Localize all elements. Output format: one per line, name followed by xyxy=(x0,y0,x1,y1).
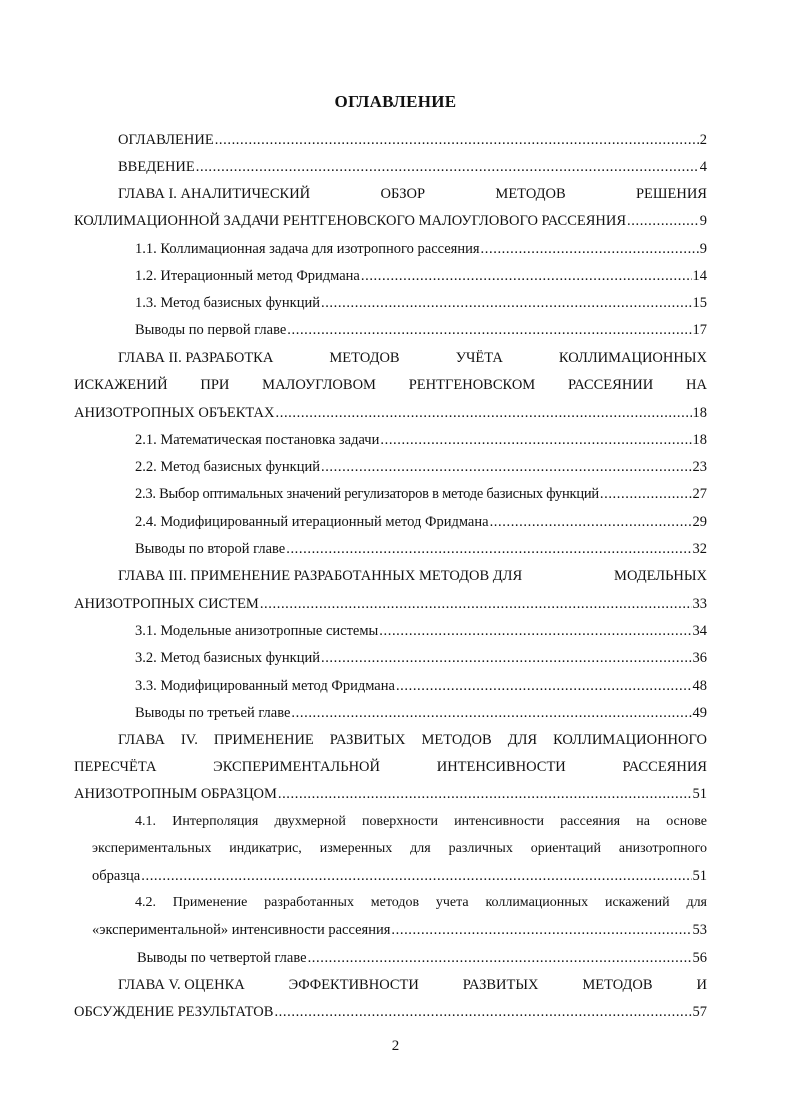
toc-entry-text: 3.2. Метод базисных функций xyxy=(135,650,320,666)
toc-page-number: 15 xyxy=(692,295,707,311)
toc-page-number: 18 xyxy=(692,405,707,421)
toc-section-4-1-line-2[interactable] xyxy=(92,840,707,858)
leader-dots xyxy=(396,677,692,695)
toc-chapter-3-line-1[interactable] xyxy=(118,567,707,585)
toc-page-number: 49 xyxy=(692,705,707,721)
toc-page-number: 51 xyxy=(692,868,707,884)
toc-entry-text: образца xyxy=(92,868,141,884)
toc-section-4-2-line-1[interactable] xyxy=(135,894,707,912)
toc-section-3-3[interactable] xyxy=(135,677,707,695)
toc-entry-text: 3.3. Модифицированный метод Фридмана xyxy=(135,678,395,694)
toc-page-number: 57 xyxy=(692,1004,707,1020)
page-number: 2 xyxy=(391,1038,400,1054)
toc-word: МОДЕЛЬНЫХ xyxy=(614,568,707,584)
toc-word: ГЛАВА II. РАЗРАБОТКА xyxy=(118,350,274,366)
leader-dots xyxy=(379,622,691,640)
toc-entry-text: 2.4. Модифицированный итерационный метод Фридмана xyxy=(135,514,489,530)
toc-conclusions-3[interactable] xyxy=(135,704,707,722)
page-title: ОГЛАВЛЕНИЕ xyxy=(334,92,457,111)
toc-entry-text: 1.3. Метод базисных функций xyxy=(135,295,320,311)
toc-entry-text: 2.3. Выбор оптимальных значений регулизаторов в методе базисных функций xyxy=(135,486,599,502)
toc-word: МАЛОУГЛОВОМ xyxy=(262,377,376,393)
toc-page-number: 32 xyxy=(692,541,707,557)
toc-page-number: 23 xyxy=(692,459,707,475)
leader-dots xyxy=(361,267,692,285)
toc-word: ИНТЕНСИВНОСТИ xyxy=(436,759,566,775)
toc-conclusions-2[interactable] xyxy=(135,540,707,558)
leader-dots xyxy=(490,513,692,531)
toc-section-4-1-line-1[interactable] xyxy=(135,813,707,831)
toc-section-1-2[interactable] xyxy=(135,267,707,285)
toc-entry-text: АНИЗОТРОПНЫХ СИСТЕМ xyxy=(74,596,259,612)
toc-chapter-5-line-2[interactable] xyxy=(74,1003,707,1021)
toc-page-number: 34 xyxy=(692,623,707,639)
leader-dots xyxy=(274,1003,691,1021)
toc-conclusions-1[interactable] xyxy=(135,321,707,339)
toc-entry-text: ОГЛАВЛЕНИЕ xyxy=(118,132,214,148)
toc-word: И xyxy=(696,977,707,993)
leader-dots xyxy=(481,240,699,258)
toc-entry-text: АНИЗОТРОПНЫХ ОБЪЕКТАХ xyxy=(74,405,275,421)
toc-entry-text: 1.2. Итерационный метод Фридмана xyxy=(135,268,360,284)
toc-entry-text: Выводы по третьей главе xyxy=(135,705,291,721)
leader-dots xyxy=(291,704,691,722)
toc-chapter-2-line-2[interactable] xyxy=(74,376,707,394)
toc-entry-contents[interactable] xyxy=(118,131,707,149)
toc-page-number: 56 xyxy=(692,950,707,966)
leader-dots xyxy=(391,921,691,939)
toc-section-1-3[interactable] xyxy=(135,294,707,312)
toc-page-number: 17 xyxy=(692,322,707,338)
toc-chapter-4-line-1[interactable] xyxy=(118,731,707,749)
toc-entry-text: ВВЕДЕНИЕ xyxy=(118,159,195,175)
toc-word: ПРИ xyxy=(200,377,230,393)
toc-word: ГЛАВА V. ОЦЕНКА xyxy=(118,977,245,993)
toc-chapter-5-line-1[interactable] xyxy=(118,976,707,994)
toc-entry-text: «экспериментальной» интенсивности рассеяния xyxy=(92,922,391,938)
leader-dots xyxy=(287,321,691,339)
toc-section-2-2[interactable] xyxy=(135,458,707,476)
toc-page-number: 18 xyxy=(692,432,707,448)
leader-dots xyxy=(600,485,692,503)
toc-entry-text: 4.1. Интерполяция двухмерной поверхности интенсивности рассеяния на основе xyxy=(135,814,707,829)
toc-word: РАССЕЯНИЯ xyxy=(622,759,707,775)
toc-section-4-1-line-3[interactable] xyxy=(92,867,707,885)
toc-page-number: 9 xyxy=(699,213,707,229)
toc-entry-text: КОЛЛИМАЦИОННОЙ ЗАДАЧИ РЕНТГЕНОВСКОГО МАЛОУГЛОВОГО РАССЕЯНИЯ xyxy=(74,213,627,229)
toc-section-4-2-line-2[interactable] xyxy=(92,921,707,939)
toc-word: ГЛАВА I. АНАЛИТИЧЕСКИЙ xyxy=(118,186,311,202)
toc-page-number: 4 xyxy=(699,159,707,175)
toc-chapter-3-line-2[interactable] xyxy=(74,595,707,613)
toc-word: РАССЕЯНИИ xyxy=(567,377,654,393)
toc-entry-text: Выводы по второй главе xyxy=(135,541,286,557)
toc-entry-text: 2.1. Математическая постановка задачи xyxy=(135,432,380,448)
toc-word: НА xyxy=(686,377,707,393)
leader-dots xyxy=(380,431,691,449)
toc-page-number: 51 xyxy=(692,786,707,802)
toc-section-2-1[interactable] xyxy=(135,431,707,449)
toc-chapter-4-line-2[interactable] xyxy=(74,758,707,776)
leader-dots xyxy=(215,131,699,149)
toc-entry-text: ГЛАВА IV. ПРИМЕНЕНИЕ РАЗВИТЫХ МЕТОДОВ ДЛЯ КОЛЛИМАЦИОННОГО xyxy=(118,732,707,748)
toc-page-number: 53 xyxy=(692,922,707,938)
toc-word: УЧЁТА xyxy=(455,350,503,366)
toc-section-3-1[interactable] xyxy=(135,622,707,640)
toc-section-3-2[interactable] xyxy=(135,649,707,667)
leader-dots xyxy=(627,212,699,230)
toc-entry-introduction[interactable] xyxy=(118,158,707,176)
toc-section-2-4[interactable] xyxy=(135,513,707,531)
leader-dots xyxy=(308,949,692,967)
leader-dots xyxy=(321,294,692,312)
toc-entry-text: 3.1. Модельные анизотропные системы xyxy=(135,623,379,639)
toc-word: РАЗВИТЫХ xyxy=(462,977,539,993)
toc-word: МЕТОДОВ xyxy=(582,977,653,993)
toc-word: ЭФФЕКТИВНОСТИ xyxy=(288,977,419,993)
toc-entry-text: АНИЗОТРОПНЫМ ОБРАЗЦОМ xyxy=(74,786,277,802)
leader-dots xyxy=(321,458,692,476)
toc-word: ИСКАЖЕНИЙ xyxy=(74,377,168,393)
leader-dots xyxy=(276,404,692,422)
leader-dots xyxy=(321,649,692,667)
toc-entry-text: 2.2. Метод базисных функций xyxy=(135,459,320,475)
toc-entry-text: 4.2. Применение разработанных методов учета коллимационных искажений для xyxy=(135,895,707,910)
leader-dots xyxy=(260,595,692,613)
toc-chapter-2-line-3[interactable] xyxy=(74,404,707,422)
toc-word: ПЕРЕСЧЁТА xyxy=(74,759,157,775)
toc-word: МЕТОДОВ xyxy=(495,186,566,202)
toc-entry-text: Выводы по первой главе xyxy=(135,322,287,338)
toc-chapter-1-line-1[interactable] xyxy=(118,185,707,203)
toc-page-number: 33 xyxy=(692,596,707,612)
toc-word: ГЛАВА III. ПРИМЕНЕНИЕ РАЗРАБОТАННЫХ МЕТОДОВ ДЛЯ xyxy=(118,568,523,584)
leader-dots xyxy=(286,540,691,558)
toc-section-2-3[interactable] xyxy=(135,485,707,503)
toc-page-number: 2 xyxy=(699,132,707,148)
toc-page-number: 29 xyxy=(692,514,707,530)
toc-word: КОЛЛИМАЦИОННЫХ xyxy=(558,350,707,366)
toc-word: МЕТОДОВ xyxy=(329,350,400,366)
toc-page-number: 48 xyxy=(692,678,707,694)
toc-word: РЕШЕНИЯ xyxy=(635,186,707,202)
toc-chapter-4-line-3[interactable] xyxy=(74,785,707,803)
toc-entry-text: 1.1. Коллимационная задача для изотропного рассеяния xyxy=(135,241,480,257)
toc-page-number: 27 xyxy=(692,486,707,502)
toc-page-number: 36 xyxy=(692,650,707,666)
toc-entry-text: Выводы по четвертой главе xyxy=(137,950,307,966)
toc-page-number: 14 xyxy=(692,268,707,284)
toc-chapter-1-line-2[interactable] xyxy=(74,212,707,230)
leader-dots xyxy=(278,785,692,803)
toc-entry-text: ОБСУЖДЕНИЕ РЕЗУЛЬТАТОВ xyxy=(74,1004,274,1020)
leader-dots xyxy=(141,867,691,885)
toc-chapter-2-line-1[interactable] xyxy=(118,349,707,367)
toc-conclusions-4[interactable] xyxy=(137,949,707,967)
toc-section-1-1[interactable] xyxy=(135,240,707,258)
toc-entry-text: экспериментальных индикатрис, измеренных для различных ориентаций анизотропного xyxy=(92,841,707,856)
toc-word: ЭКСПЕРИМЕНТАЛЬНОЙ xyxy=(213,759,380,775)
toc-word: ОБЗОР xyxy=(380,186,426,202)
leader-dots xyxy=(196,158,699,176)
toc-word: РЕНТГЕНОВСКОМ xyxy=(408,377,536,393)
toc-page-number: 9 xyxy=(699,241,707,257)
